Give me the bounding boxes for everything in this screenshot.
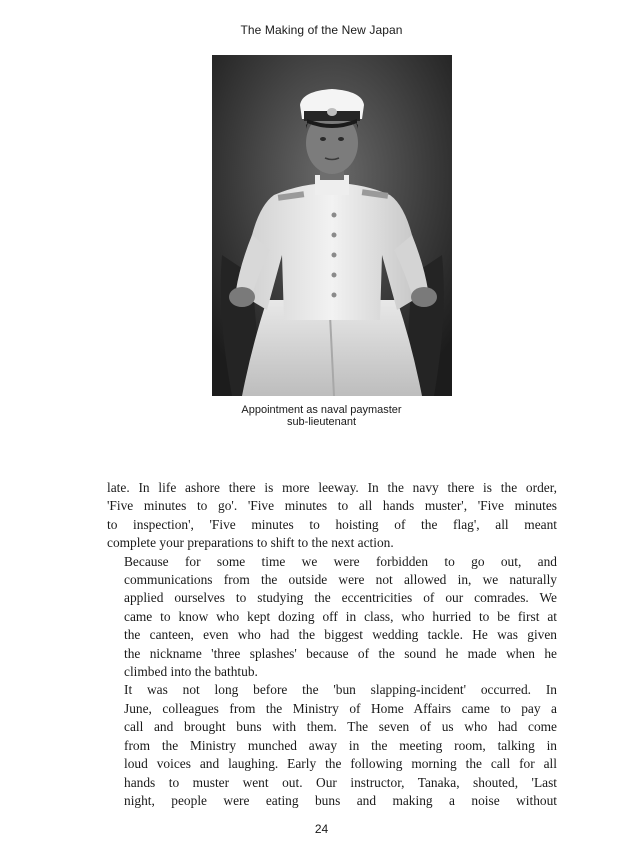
text-line: night, people were eating buns and making a noise without xyxy=(124,792,557,808)
figure-caption xyxy=(0,404,643,428)
text-line: late. In life ashore there is more leeway. In the navy there is the order, xyxy=(107,480,557,495)
caption-line: Appointment as naval paymaster xyxy=(241,404,402,416)
text-line: climbed into the bathtub. xyxy=(124,664,258,680)
text-line: complete your preparations to shift to the next action. xyxy=(107,535,394,551)
text-line: loud voices and laughing. Early the following morning the call for all xyxy=(124,756,557,772)
running-head: The Making of the New Japan xyxy=(240,23,403,37)
paragraph xyxy=(107,479,557,553)
text-line: hands to muster went out. Our instructor, Tanaka, shouted, 'Last xyxy=(124,774,557,790)
text-line: It was not long before the 'bun slapping-incident' occurred. In xyxy=(124,682,557,698)
text-line: the nickname 'three splashes' because of the sound he made when he xyxy=(124,645,557,661)
text-line: from the Ministry munched away in the meeting room, talking in xyxy=(124,737,557,753)
text-line: the canteen, even who had the biggest wedding tackle. He was given xyxy=(124,627,557,643)
text-line: call and brought buns with them. The seven of us who had come xyxy=(124,719,557,735)
paragraph xyxy=(107,553,557,682)
text-line: June, colleagues from the Ministry of Home Affairs came to pay a xyxy=(124,700,557,716)
text-line: communications from the outside were not allowed in, we naturally xyxy=(124,572,557,588)
body-text xyxy=(107,479,557,810)
portrait-photo xyxy=(212,55,452,396)
paragraph xyxy=(107,681,557,810)
text-line: applied ourselves to studying the eccentricities of our comrades. We xyxy=(124,590,557,606)
page-number: 24 xyxy=(314,822,329,836)
text-line: Because for some time we were forbidden to go out, and xyxy=(124,553,557,569)
text-line: 'Five minutes to go'. 'Five minutes to all hands muster', 'Five minutes xyxy=(107,498,557,514)
caption-line: sub-lieutenant xyxy=(286,416,357,428)
text-line: came to know who kept dozing off in class, who hurried to be first at xyxy=(124,608,557,624)
text-line: to inspection', 'Five minutes to hoisting of the flag', all meant xyxy=(107,516,557,532)
